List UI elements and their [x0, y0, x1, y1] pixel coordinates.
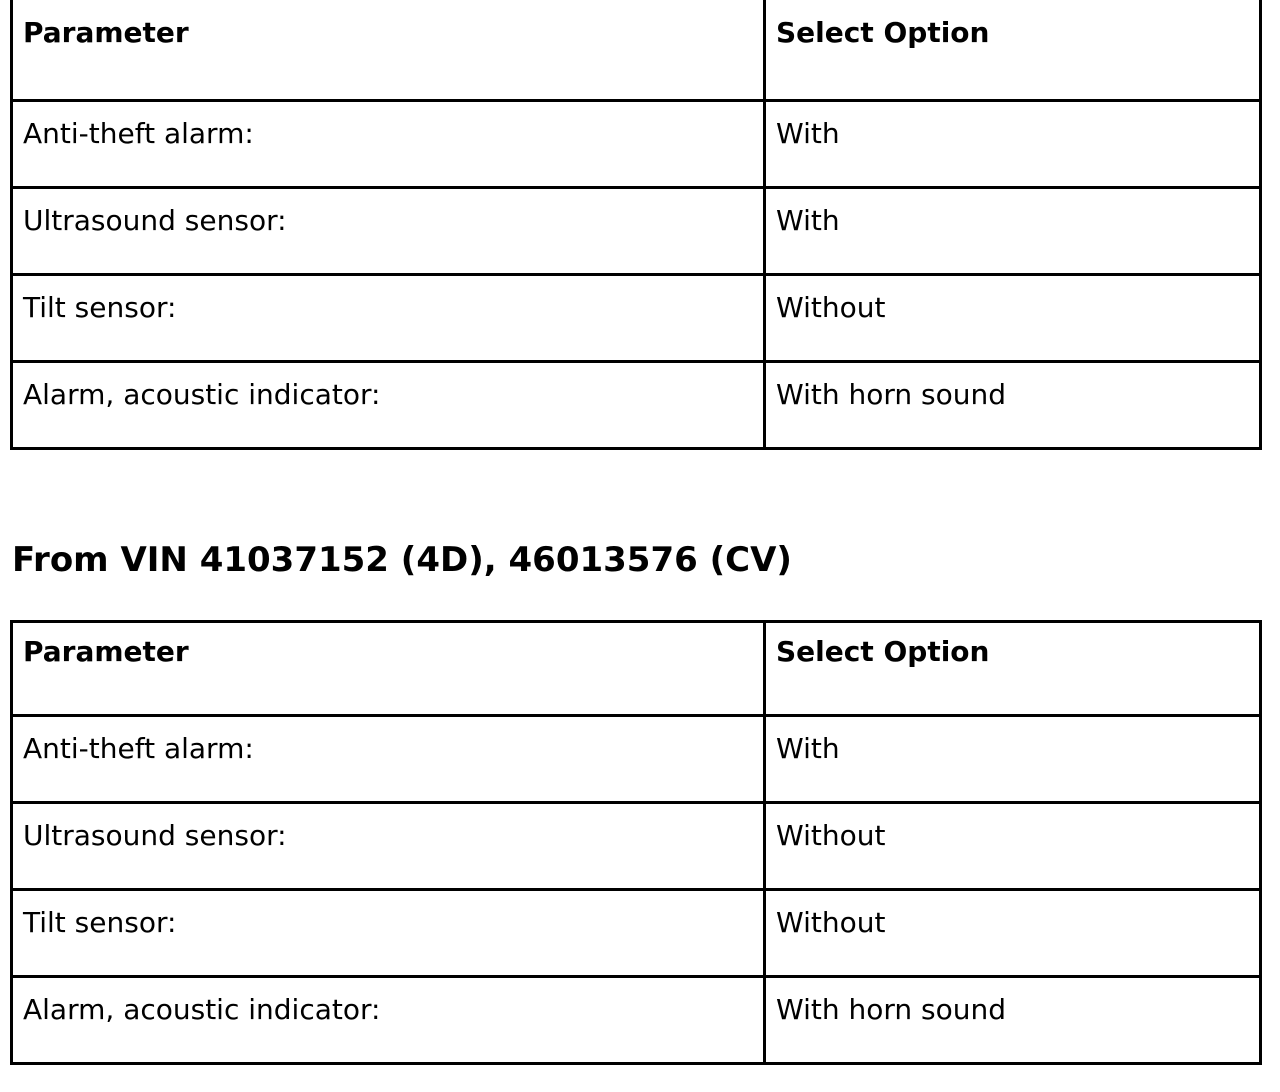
- option-value: With: [776, 116, 840, 150]
- option-value: With: [776, 203, 840, 237]
- header-cell-select-option: [765, 0, 1261, 100]
- option-value: Without: [776, 906, 886, 939]
- parameter-cell: [12, 716, 765, 803]
- table-row: [12, 890, 1261, 977]
- parameter-cell: [12, 187, 765, 274]
- parameter-label: Anti-theft alarm:: [23, 732, 254, 765]
- header-label: Select Option: [776, 635, 990, 668]
- options-table-2: [10, 620, 1262, 1065]
- header-cell-parameter: [12, 0, 765, 100]
- header-label: Select Option: [776, 16, 990, 49]
- parameter-label: Tilt sensor:: [23, 906, 177, 939]
- parameter-cell: [12, 977, 765, 1064]
- parameter-cell: [12, 803, 765, 890]
- parameter-cell: [12, 274, 765, 361]
- table-header-row: [12, 622, 1261, 716]
- option-cell: [765, 187, 1261, 274]
- table-row: [12, 100, 1261, 187]
- table-row: [12, 274, 1261, 361]
- section-heading: From VIN 41037152 (4D), 46013576 (CV): [12, 540, 792, 580]
- table-row: [12, 977, 1261, 1064]
- parameter-label: Ultrasound sensor:: [23, 203, 287, 237]
- table-row: [12, 716, 1261, 803]
- option-cell: [765, 890, 1261, 977]
- header-cell-select-option: [765, 622, 1261, 716]
- option-cell: [765, 977, 1261, 1064]
- header-label: Parameter: [23, 635, 189, 668]
- option-value: With: [776, 732, 840, 765]
- option-value: Without: [776, 819, 886, 852]
- option-cell: [765, 361, 1261, 448]
- parameter-label: Alarm, acoustic indicator:: [23, 377, 381, 411]
- table-row: [12, 803, 1261, 890]
- parameter-cell: [12, 100, 765, 187]
- table-row: [12, 187, 1261, 274]
- parameter-cell: [12, 890, 765, 977]
- option-cell: [765, 716, 1261, 803]
- parameter-label: Tilt sensor:: [23, 290, 177, 324]
- parameter-label: Ultrasound sensor:: [23, 819, 287, 852]
- table-row: [12, 361, 1261, 448]
- table-header-row: [12, 0, 1261, 100]
- option-cell: [765, 274, 1261, 361]
- option-value: With horn sound: [776, 993, 1007, 1026]
- option-value: With horn sound: [776, 377, 1007, 411]
- option-cell: [765, 803, 1261, 890]
- options-table-1: [10, 0, 1262, 450]
- header-cell-parameter: [12, 622, 765, 716]
- parameter-label: Anti-theft alarm:: [23, 116, 254, 150]
- header-label: Parameter: [23, 16, 189, 49]
- parameter-label: Alarm, acoustic indicator:: [23, 993, 381, 1026]
- option-cell: [765, 100, 1261, 187]
- option-value: Without: [776, 290, 886, 324]
- parameter-cell: [12, 361, 765, 448]
